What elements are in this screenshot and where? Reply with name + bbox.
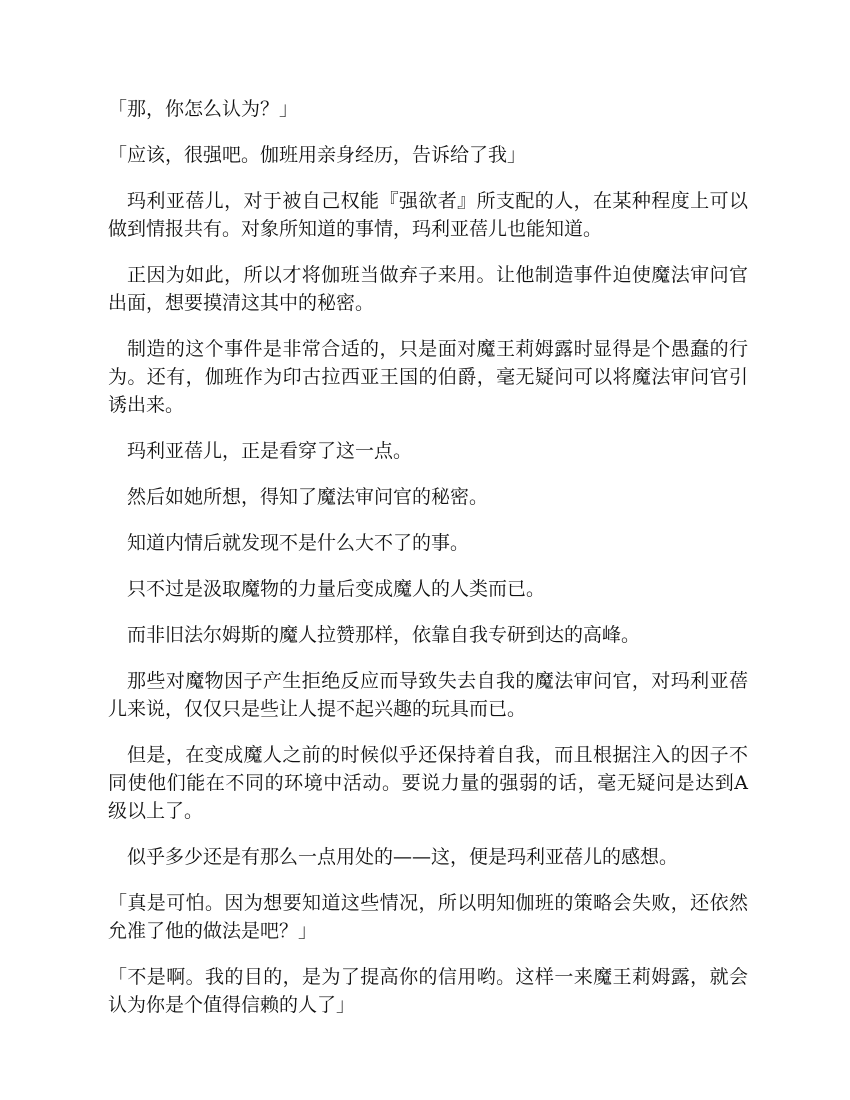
paragraph-1: 「那，你怎么认为？」 bbox=[108, 98, 299, 120]
paragraph-8: 知道内情后就发现不是什么大不了的事。 bbox=[127, 532, 470, 554]
paragraph-9: 只不过是汲取魔物的力量后变成魔人的人类而已。 bbox=[127, 578, 546, 600]
paragraph-7: 然后如她所想，得知了魔法审问官的秘密。 bbox=[127, 486, 489, 508]
paragraph-14: 「真是可怕。因为想要知道这些情况，所以明知伽班的策略会失败，还依然允准了他的做法是吧？」 bbox=[108, 892, 748, 942]
paragraph-10: 而非旧法尔姆斯的魔人拉赞那样，依靠自我专研到达的高峰。 bbox=[127, 624, 641, 646]
paragraph-4: 正因为如此，所以才将伽班当做弃子来用。让他制造事件迫使魔法审问官出面，想要摸清这其中的秘密。 bbox=[108, 264, 748, 314]
paragraph-11: 那些对魔物因子产生拒绝反应而导致失去自我的魔法审问官，对玛利亚蓓儿来说，仅仅只是些让人提不起兴趣的玩具而已。 bbox=[108, 670, 748, 720]
paragraph-12: 但是，在变成魔人之前的时候似乎还保持着自我，而且根据注入的因子不同使他们能在不同的环境中活动。要说力量的强弱的话，毫无疑问是达到A级以上了。 bbox=[108, 744, 748, 822]
paragraph-5: 制造的这个事件是非常合适的，只是面对魔王莉姆露时显得是个愚蠢的行为。还有，伽班作为印古拉西亚王国的伯爵，毫无疑问可以将魔法审问官引诱出来。 bbox=[108, 338, 748, 416]
paragraph-13: 似乎多少还是有那么一点用处的——这，便是玛利亚蓓儿的感想。 bbox=[127, 846, 679, 868]
paragraph-3: 玛利亚蓓儿，对于被自己权能『强欲者』所支配的人，在某种程度上可以做到情报共有。对象所知道的事情，玛利亚蓓儿也能知道。 bbox=[108, 190, 748, 240]
paragraph-6: 玛利亚蓓儿，正是看穿了这一点。 bbox=[127, 440, 413, 462]
paragraph-15: 「不是啊。我的目的，是为了提高你的信用哟。这样一来魔王莉姆露，就会认为你是个值得信赖的人了」 bbox=[108, 966, 748, 1016]
document-page bbox=[108, 95, 748, 1037]
paragraph-2: 「应该，很强吧。伽班用亲身经历，告诉给了我」 bbox=[108, 144, 527, 166]
